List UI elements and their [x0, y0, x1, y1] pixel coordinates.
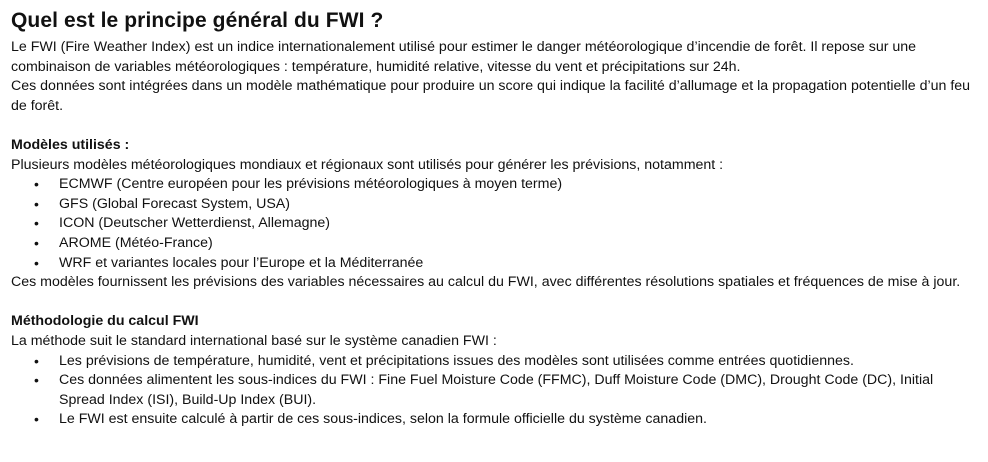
bullet-icon: •	[34, 411, 39, 428]
list-item-text: WRF et variantes locales pour l’Europe et la Méditerranée	[59, 254, 424, 271]
list-item	[34, 410, 977, 430]
intro-paragraph-2: Ces données sont intégrées dans un modèle mathématique pour produire un score qui indique la facilité d’allumage et la propagation potentielle d’un feu de forêt.	[11, 78, 971, 114]
bullet-icon: •	[34, 254, 39, 271]
list-item	[34, 371, 977, 410]
intro-paragraph-1: Le FWI (Fire Weather Index) est un indice internationalement utilisé pour estimer le danger météorologique d’incendie de forêt. Il repose sur une combinaison de variables météorologiques : température, humidité relative, vitesse du vent et précipitations sur 24h.	[11, 39, 917, 75]
method-heading: Méthodologie du calcul FWI	[11, 313, 199, 330]
list-item-text: ICON (Deutscher Wetterdienst, Allemagne)	[59, 215, 330, 232]
list-item-text: AROME (Météo-France)	[59, 234, 213, 251]
list-item	[34, 214, 977, 234]
list-item	[34, 254, 977, 274]
models-lead: Plusieurs modèles météorologiques mondiaux et régionaux sont utilisés pour générer les prévisions, notamment :	[11, 156, 724, 173]
models-heading: Modèles utilisés :	[11, 136, 130, 153]
bullet-icon: •	[34, 352, 39, 369]
page-title: Quel est le principe général du FWI ?	[11, 9, 384, 32]
models-closing: Ces modèles fournissent les prévisions des variables nécessaires au calcul du FWI, avec différentes résolutions spatiales et fréquences de mise à jour.	[11, 274, 961, 291]
bullet-icon: •	[34, 195, 39, 212]
list-item	[34, 175, 977, 195]
bullet-icon: •	[34, 176, 39, 193]
bullet-icon: •	[34, 372, 39, 389]
list-item-text: Ces données alimentent les sous-indices du FWI : Fine Fuel Moisture Code (FFMC), Duff Moisture Code (DMC), Drought Code (DC), Initial Spread Index (ISI), Build-Up Index (BUI).	[59, 372, 934, 408]
list-item	[34, 352, 977, 372]
list-item	[34, 195, 977, 215]
list-item-text: Le FWI est ensuite calculé à partir de ces sous-indices, selon la formule officielle du système canadien.	[59, 411, 707, 428]
list-item-text: Les prévisions de température, humidité, vent et précipitations issues des modèles sont utilisées comme entrées quotidiennes.	[59, 352, 854, 369]
bullet-icon: •	[34, 234, 39, 251]
list-item-text: GFS (Global Forecast System, USA)	[59, 195, 290, 212]
method-lead: La méthode suit le standard international basé sur le système canadien FWI :	[11, 332, 497, 349]
list-item-text: ECMWF (Centre européen pour les prévisions météorologiques à moyen terme)	[59, 176, 563, 193]
models-list	[11, 175, 977, 273]
bullet-icon: •	[34, 215, 39, 232]
list-item	[34, 234, 977, 254]
method-list	[11, 352, 977, 430]
